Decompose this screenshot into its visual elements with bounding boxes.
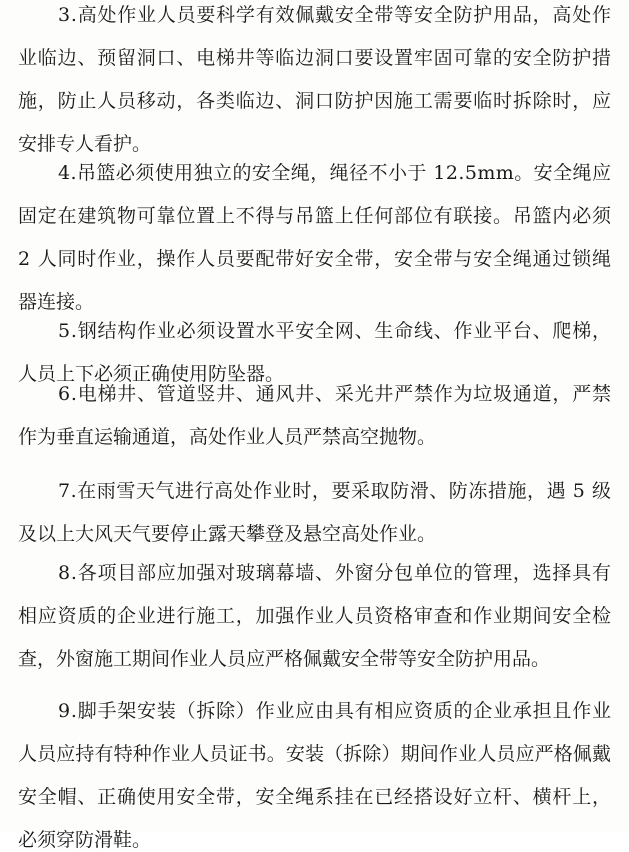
paragraph-first-line: 8.各项目部应加强对玻璃幕墙、外窗分包单位的管理，选择具有 (58, 562, 612, 584)
paragraph-first-line: 9.脚手架安装（拆除）作业应由具有相应资质的企业承担且作业 (58, 700, 612, 722)
paragraph-line: 人员上下必须正确使用防坠器。 (18, 363, 285, 385)
paragraph-line: 业临边、预留洞口、电梯井等临边洞口要设置牢固可靠的安全防护措 (18, 47, 612, 69)
paragraph-line: 作为垂直运输通道，高处作业人员严禁高空抛物。 (18, 426, 437, 448)
paragraph-line: 安全帽、正确使用安全带，安全绳系挂在已经搭设好立杆、横杆上， (18, 786, 612, 808)
paragraph-first-line: 4.吊篮必须使用独立的安全绳，绳径不小于 12.5mm。安全绳应 (58, 162, 612, 184)
paragraph-line: 必须穿防滑鞋。 (18, 829, 152, 851)
paragraph-line: 2 人同时作业，操作人员要配带好安全带，安全带与安全绳通过锁绳 (18, 248, 612, 270)
paragraph-first-line: 7.在雨雪天气进行高处作业时，要采取防滑、防冻措施，遇 5 级 (58, 480, 612, 502)
paragraph-line: 查，外窗施工期间作业人员应严格佩戴安全带等安全防护用品。 (18, 648, 551, 670)
paragraph-line: 相应资质的企业进行施工，加强作业人员资格审查和作业期间安全检 (18, 605, 612, 627)
paragraph-line: 及以上大风天气要停止露天攀登及悬空高处作业。 (18, 523, 437, 545)
paragraph-line: 施，防止人员移动，各类临边、洞口防护因施工需要临时拆除时，应 (18, 90, 612, 112)
paragraph-line: 固定在建筑物可靠位置上不得与吊篮上任何部位有联接。吊篮内必须 (18, 205, 612, 227)
paragraph-first-line: 6.电梯井、管道竖井、通风井、采光井严禁作为垃圾通道，严禁 (58, 383, 612, 405)
paragraph-first-line: 5.钢结构作业必须设置水平安全网、生命线、作业平台、爬梯， (58, 320, 612, 342)
paragraph-line: 器连接。 (18, 291, 95, 313)
paragraph-line: 人员应持有特种作业人员证书。安装（拆除）期间作业人员应严格佩戴 (18, 743, 612, 765)
paragraph-line: 安排专人看护。 (18, 133, 152, 155)
paragraph-first-line: 3.高处作业人员要科学有效佩戴安全带等安全防护用品，高处作 (58, 4, 612, 26)
